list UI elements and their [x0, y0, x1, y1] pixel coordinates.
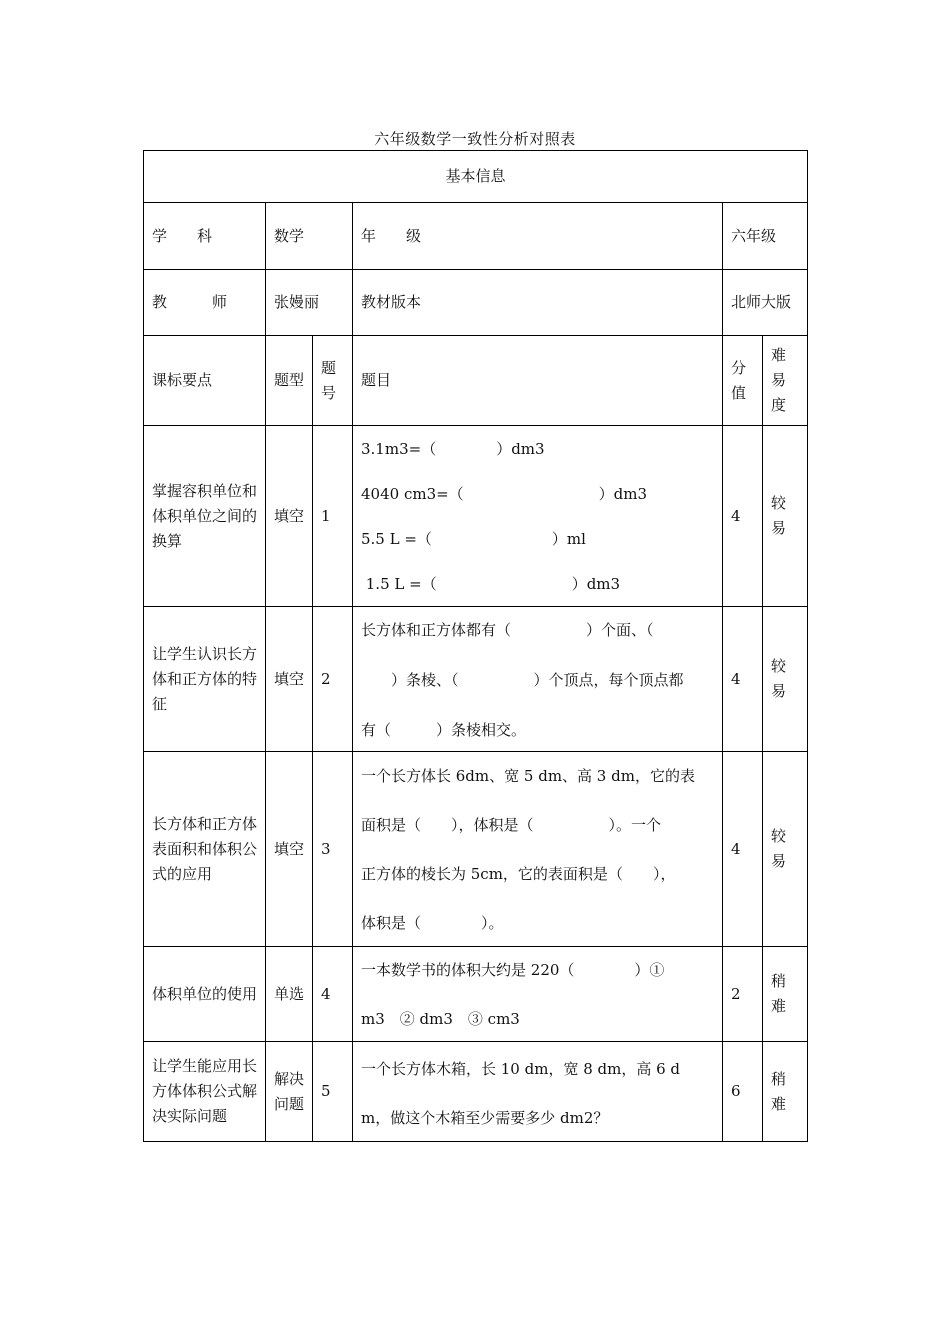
question-line: 一本数学书的体积大约是 220（ ）①: [361, 961, 665, 979]
edition-label: 教材版本: [353, 270, 723, 336]
table-row: [144, 752, 808, 947]
grade-label: 年 级: [353, 203, 723, 270]
header-score: 分值: [723, 336, 763, 426]
row-difficulty: 稍难: [763, 1042, 808, 1142]
question-line: 一个长方体长 6dm、宽 5 dm、高 3 dm，它的表: [361, 767, 695, 785]
row-number: 5: [313, 1042, 353, 1142]
row-difficulty: 较易: [763, 752, 808, 947]
question-line: ）条棱、（ ）个顶点，每个顶点都: [361, 670, 684, 689]
table-row: [144, 947, 808, 1042]
grade-value: 六年级: [723, 203, 808, 270]
row-score: 2: [723, 947, 763, 1042]
row-type: 单选: [266, 947, 313, 1042]
row-type: 填空: [266, 607, 313, 752]
row-standard: 体积单位的使用: [144, 947, 266, 1042]
row-question: [353, 752, 723, 947]
header-number: 题号: [313, 336, 353, 426]
row-type: 填空: [266, 426, 313, 607]
row-question: [353, 1042, 723, 1142]
question-line: 1.5 L =（ ）dm3: [361, 575, 621, 593]
subject-row: [144, 203, 808, 270]
question-line: 5.5 L =（ ）ml: [361, 530, 586, 548]
header-type: 题型: [266, 336, 313, 426]
header-standard: 课标要点: [144, 336, 266, 426]
row-score: 6: [723, 1042, 763, 1142]
row-difficulty: 稍难: [763, 947, 808, 1042]
teacher-row: [144, 270, 808, 336]
row-question: [353, 947, 723, 1042]
question-line: 3.1m3=（ ）dm3: [361, 440, 545, 458]
row-difficulty: 较易: [763, 426, 808, 607]
question-line: 一个长方体木箱，长 10 dm，宽 8 dm，高 6 d: [361, 1059, 681, 1078]
row-question: [353, 426, 723, 607]
question-line: 体积是（ ）。: [361, 914, 504, 932]
question-line: m，做这个木箱至少需要多少 dm2？: [361, 1108, 609, 1127]
row-standard: 长方体和正方体表面积和体积公式的应用: [144, 752, 266, 947]
row-score: 4: [723, 426, 763, 607]
row-standard: 让学生能应用长方体体积公式解决实际问题: [144, 1042, 266, 1142]
row-score: 4: [723, 607, 763, 752]
row-number: 2: [313, 607, 353, 752]
header-question: 题目: [353, 336, 723, 426]
table-row: [144, 426, 808, 607]
row-score: 4: [723, 752, 763, 947]
subject-value: 数学: [266, 203, 353, 270]
column-header-row: [144, 336, 808, 426]
teacher-label: 教 师: [144, 270, 266, 336]
edition-value: 北师大版: [723, 270, 808, 336]
question-line: 正方体的棱长为 5cm，它的表面积是（ ），: [361, 865, 676, 883]
row-difficulty: 较易: [763, 607, 808, 752]
table-row: [144, 607, 808, 752]
question-line: m3 ② dm3 ③ cm3: [361, 1010, 520, 1028]
question-line: 4040 cm3=（ ）dm3: [361, 485, 648, 503]
header-difficulty: 难易度: [763, 336, 808, 426]
row-number: 3: [313, 752, 353, 947]
section-title: 基本信息: [144, 151, 808, 203]
row-number: 4: [313, 947, 353, 1042]
subject-label: 学 科: [144, 203, 266, 270]
table-row: [144, 1042, 808, 1142]
question-line: 长方体和正方体都有（ ）个面、（: [361, 620, 654, 639]
teacher-value: 张嫚丽: [266, 270, 353, 336]
row-type: 填空: [266, 752, 313, 947]
row-standard: 让学生认识长方体和正方体的特征: [144, 607, 266, 752]
row-type: 解决问题: [266, 1042, 313, 1142]
question-line: 面积是（ ），体积是（ ）。一个: [361, 816, 662, 834]
row-question: [353, 607, 723, 752]
question-line: 有（ ）条棱相交。: [361, 720, 527, 739]
section-header-row: [144, 151, 808, 203]
consistency-table: [143, 150, 808, 1142]
row-number: 1: [313, 426, 353, 607]
row-standard: 掌握容积单位和体积单位之间的换算: [144, 426, 266, 607]
document-title: 六年级数学一致性分析对照表: [374, 130, 576, 148]
